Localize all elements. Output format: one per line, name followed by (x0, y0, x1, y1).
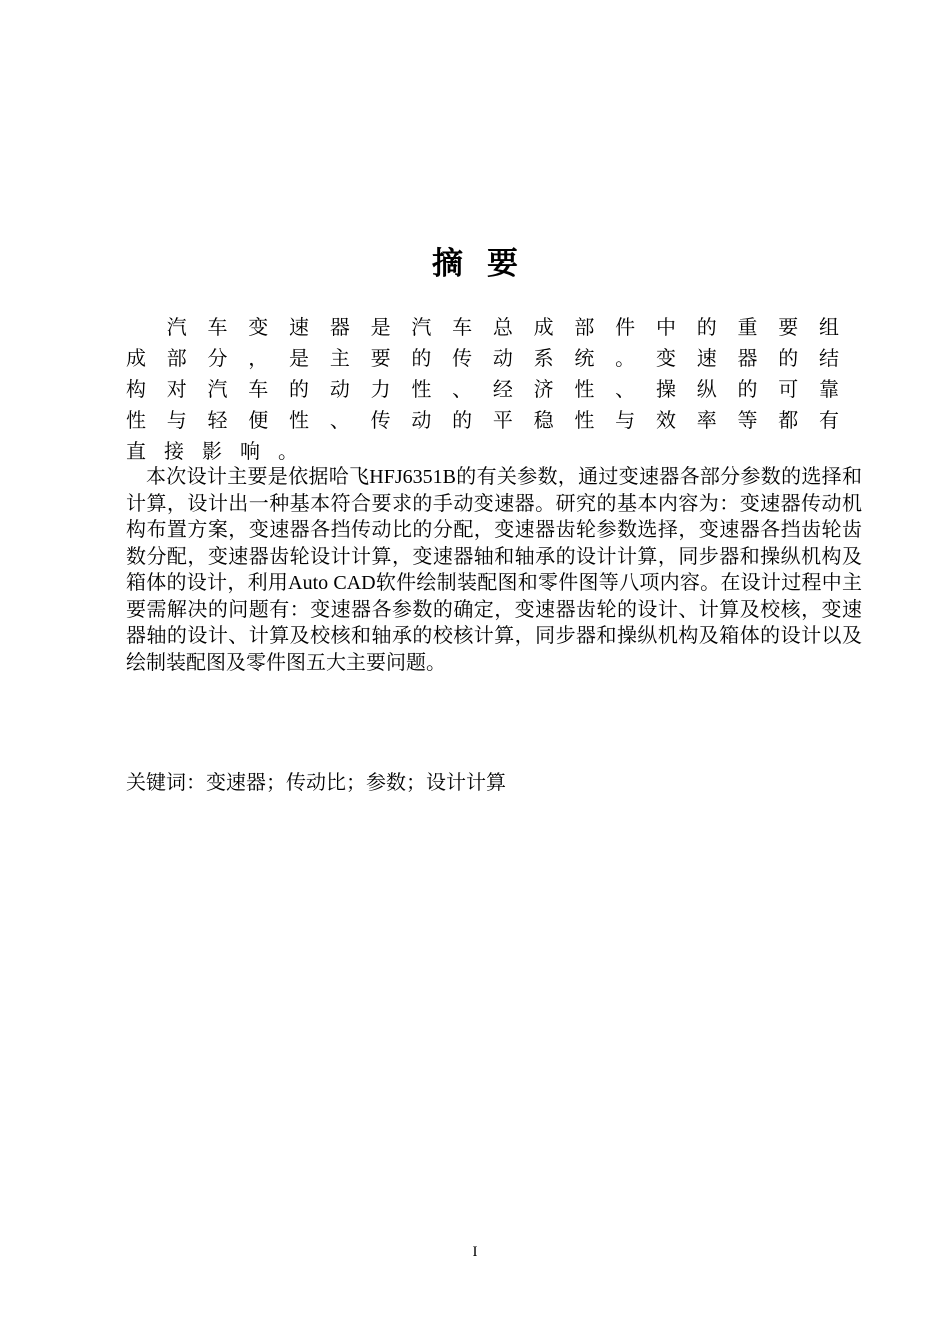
keywords-text: 变速器；传动比；参数；设计计算 (206, 770, 506, 794)
abstract-paragraph-1-line: 性与轻便性、传动的平稳性与效率等都有 (126, 408, 842, 432)
abstract-paragraph-1-line: 构对汽车的动力性、经济性、操纵的可靠 (126, 377, 842, 401)
abstract-paragraph-2: 本次设计主要是依据哈飞HFJ6351B的有关参数，通过变速器各部分参数的选择和计算，设计出一种基本符合要求的手动变速器。研究的基本内容为：变速器传动机构布置方案，变速器各挡传动比的分配，变速器齿轮参数选择，变速器各挡齿轮齿数分配，变速器齿轮设计计算，变速器轴和轴承的设计计算，同步器和操纵机构及箱体的设计，利用Auto CAD软件绘制装配图和零件图等八项内容。在设计过程中主要需解决的问题有：变速器各参数的确定，变速器齿轮的设计、计算及校核，变速器轴的设计、计算及校核和轴承的校核计算，同步器和操纵机构及箱体的设计以及绘制装配图及零件图五大主要问题。 (126, 466, 862, 674)
abstract-paragraph-1-line: 直接影响。 (126, 439, 316, 463)
abstract-paragraph-1-line: 成部分，是主要的传动系统。变速器的结 (126, 346, 842, 370)
page-number: I (472, 1244, 478, 1260)
keywords-line (126, 768, 506, 796)
keywords-label: 关键词： (126, 770, 206, 794)
abstract-title: 摘要 (432, 246, 542, 282)
abstract-paragraph-1 (126, 312, 842, 467)
abstract-paragraph-1-line: 汽车变速器是汽车总成部件中的重要组 (126, 315, 842, 339)
